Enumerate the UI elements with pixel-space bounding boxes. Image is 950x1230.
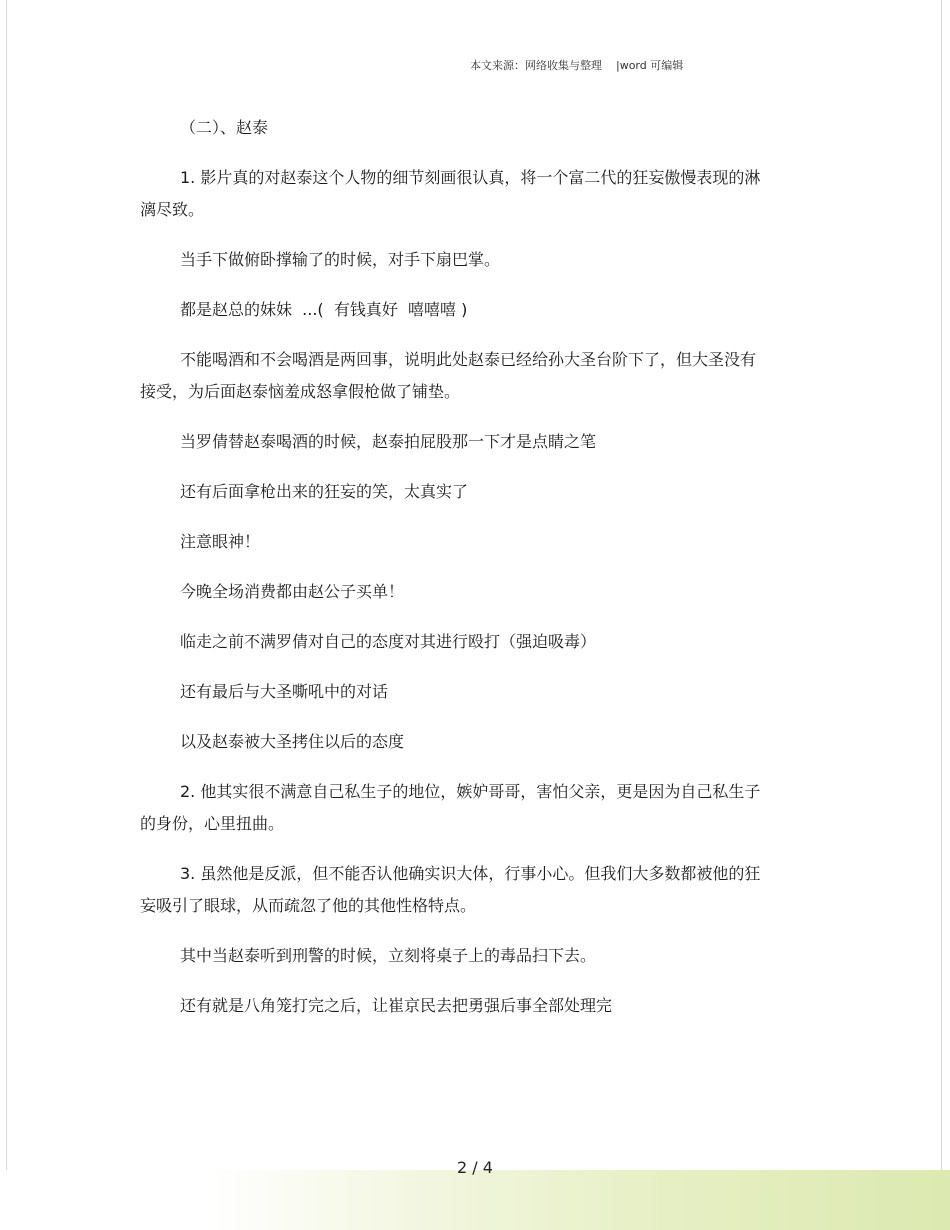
paragraph: 其中当赵泰听到刑警的时候，立刻将桌子上的毒品扫下去。 (180, 946, 597, 965)
section-heading: （二）、赵泰 (180, 118, 269, 137)
page-number: 2 / 4 (457, 1158, 493, 1177)
document-body (140, 112, 762, 1040)
paragraph: 1. 影片真的对赵泰这个人物的细节刻画很认真，将一个富二代的狂妄傲慢表现的淋漓尽致。 (140, 168, 761, 219)
paragraph: 当罗倩替赵泰喝酒的时候，赵泰拍屁股那一下才是点睛之笔 (180, 432, 597, 451)
footer-decoration (0, 1170, 950, 1230)
paragraph: 都是赵总的妹妹 ...( 有钱真好 嘻嘻嘻 ) (180, 300, 468, 319)
page-edge-right (941, 0, 942, 1230)
page-header (470, 57, 683, 73)
paragraph: 2. 他其实很不满意自己私生子的地位，嫉妒哥哥，害怕父亲，更是因为自己私生子的身份，心里扭曲。 (140, 782, 761, 833)
paragraph: 以及赵泰被大圣拷住以后的态度 (180, 732, 405, 751)
header-source: 本文来源：网络收集与整理 (470, 59, 602, 72)
paragraph: 还有后面拿枪出来的狂妄的笑，太真实了 (180, 482, 469, 501)
paragraph: 3. 虽然他是反派，但不能否认他确实识大体，行事小心。但我们大多数都被他的狂妄吸引了眼球，从而疏忽了他的其他性格特点。 (140, 864, 761, 915)
paragraph: 还有最后与大圣嘶吼中的对话 (180, 682, 389, 701)
paragraph: 今晚全场消费都由赵公子买单！ (180, 582, 405, 601)
paragraph: 临走之前不满罗倩对自己的态度对其进行殴打（强迫吸毒） (180, 632, 597, 651)
paragraph: 注意眼神！ (180, 532, 261, 551)
page-edge-left (6, 0, 7, 1230)
paragraph: 不能喝酒和不会喝酒是两回事，说明此处赵泰已经给孙大圣台阶下了，但大圣没有接受，为后面赵泰恼羞成怒拿假枪做了铺垫。 (140, 350, 757, 401)
paragraph: 当手下做俯卧撑输了的时候，对手下扇巴掌。 (180, 250, 501, 269)
paragraph: 还有就是八角笼打完之后，让崔京民去把勇强后事全部处理完 (180, 996, 613, 1015)
header-tag: |word 可编辑 (616, 59, 684, 72)
